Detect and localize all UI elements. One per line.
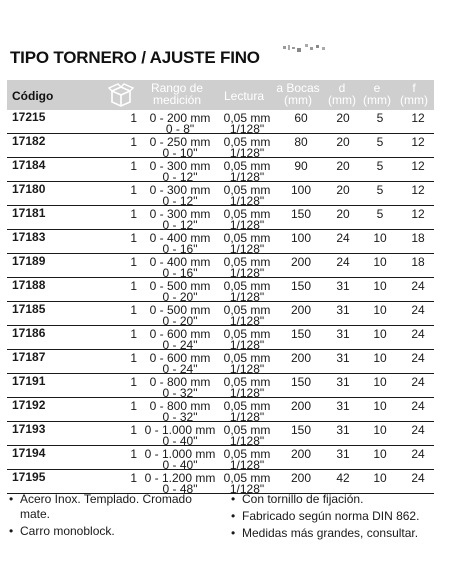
cell-f: 24 (411, 327, 425, 341)
cell-e: 10 (373, 279, 387, 293)
cell-e: 5 (376, 135, 384, 149)
cell-code: 17186 (12, 326, 46, 340)
table-row (7, 206, 434, 230)
table-row (7, 398, 434, 422)
cell-f: 24 (411, 351, 425, 365)
product-table (7, 80, 434, 494)
cell-code: 17188 (12, 278, 46, 292)
cell-qty: 1 (130, 351, 137, 365)
cell-qty: 1 (130, 159, 137, 173)
cell-qty: 1 (130, 255, 137, 269)
cell-d: 31 (336, 351, 350, 365)
cell-d: 20 (336, 159, 350, 173)
cell-d: 31 (336, 375, 350, 389)
note-text: Con tornillo de fijación. (242, 492, 364, 506)
cell-d: 20 (336, 111, 350, 125)
cell-lectura: 0,05 mm 1/128" (223, 279, 271, 304)
cell-f: 24 (411, 375, 425, 389)
table-row (7, 278, 434, 302)
cell-qty: 1 (130, 279, 137, 293)
cell-d: 31 (336, 303, 350, 317)
table-row (7, 470, 434, 494)
cell-e: 10 (373, 423, 387, 437)
cell-qty: 1 (130, 207, 137, 221)
cell-d: 24 (336, 255, 350, 269)
cell-lectura: 0,05 mm 1/128" (223, 135, 271, 160)
table-row (7, 254, 434, 278)
page-title: TIPO TORNERO / AJUSTE FINO (10, 48, 260, 67)
cell-e: 10 (373, 327, 387, 341)
cell-bocas: 90 (294, 159, 308, 173)
cell-lectura: 0,05 mm 1/128" (223, 303, 271, 328)
bullet-icon: • (231, 509, 236, 523)
cell-lectura: 0,05 mm 1/128" (223, 423, 271, 448)
cell-code: 17192 (12, 398, 46, 412)
cell-d: 20 (336, 207, 350, 221)
header-code: Código (12, 89, 54, 103)
cell-code: 17183 (12, 230, 46, 244)
header-e: e (mm) (363, 81, 391, 107)
cell-bocas: 200 (290, 303, 312, 317)
header-rango: Rango de medición (150, 81, 204, 107)
cell-lectura: 0,05 mm 1/128" (223, 351, 271, 376)
note-item (230, 492, 450, 507)
cell-e: 5 (376, 111, 384, 125)
cell-code: 17191 (12, 374, 46, 388)
cell-e: 10 (373, 255, 387, 269)
cell-qty: 1 (130, 135, 137, 149)
cell-f: 12 (411, 207, 425, 221)
cell-e: 10 (373, 303, 387, 317)
cell-e: 10 (373, 447, 387, 461)
cell-d: 20 (336, 135, 350, 149)
bullet-icon: • (231, 526, 236, 540)
cell-lectura: 0,05 mm 1/128" (223, 375, 271, 400)
cell-rango: 0 - 500 mm 0 - 20" (149, 303, 211, 328)
note-text: Carro monoblock. (20, 524, 115, 538)
cell-lectura: 0,05 mm 1/128" (223, 207, 271, 232)
notes-left (8, 492, 208, 541)
cell-rango: 0 - 400 mm 0 - 16" (149, 255, 211, 280)
table-body (7, 110, 434, 494)
cell-qty: 1 (130, 471, 137, 485)
bullet-icon: • (9, 524, 14, 538)
cell-bocas: 80 (294, 135, 308, 149)
bullet-icon: • (9, 492, 14, 506)
cell-f: 12 (411, 159, 425, 173)
table-row (7, 350, 434, 374)
cell-rango: 0 - 800 mm 0 - 32" (149, 375, 211, 400)
cell-e: 10 (373, 351, 387, 365)
cell-lectura: 0,05 mm 1/128" (223, 399, 271, 424)
header-lectura: Lectura (223, 89, 265, 103)
cell-qty: 1 (130, 375, 137, 389)
note-item (8, 524, 208, 539)
cell-f: 18 (411, 231, 425, 245)
cell-lectura: 0,05 mm 1/128" (223, 255, 271, 280)
cell-e: 5 (376, 207, 384, 221)
note-text: Fabricado según norma DIN 862. (242, 509, 420, 523)
cell-f: 12 (411, 111, 425, 125)
note-text: Medidas más grandes, consultar. (242, 526, 419, 540)
cell-qty: 1 (130, 303, 137, 317)
cell-bocas: 150 (290, 279, 312, 293)
cell-bocas: 60 (294, 111, 308, 125)
header-f: f (mm) (400, 81, 428, 107)
cell-code: 17194 (12, 446, 46, 460)
cell-lectura: 0,05 mm 1/128" (223, 231, 271, 256)
cell-qty: 1 (130, 111, 137, 125)
cell-f: 18 (411, 255, 425, 269)
table-row (7, 302, 434, 326)
table-row (7, 110, 434, 134)
cell-rango: 0 - 600 mm 0 - 24" (149, 327, 211, 352)
cell-code: 17189 (12, 254, 46, 268)
cell-code: 17215 (12, 110, 46, 124)
cell-f: 24 (411, 279, 425, 293)
bullet-icon: • (231, 492, 236, 506)
cell-code: 17180 (12, 182, 46, 196)
header-d: d (mm) (328, 81, 356, 107)
note-text: Acero Inox. Templado. Cromado mate. (20, 492, 192, 521)
cell-e: 5 (376, 159, 384, 173)
cell-f: 24 (411, 471, 425, 485)
cell-rango: 0 - 800 mm 0 - 32" (149, 399, 211, 424)
cell-f: 24 (411, 423, 425, 437)
cell-rango: 0 - 300 mm 0 - 12" (149, 207, 211, 232)
cell-rango: 0 - 600 mm 0 - 24" (149, 351, 211, 376)
cell-qty: 1 (130, 231, 137, 245)
cell-lectura: 0,05 mm 1/128" (223, 111, 271, 136)
cell-bocas: 150 (290, 327, 312, 341)
cell-f: 24 (411, 399, 425, 413)
cell-bocas: 200 (290, 399, 312, 413)
cell-bocas: 200 (290, 351, 312, 365)
cell-bocas: 200 (290, 471, 312, 485)
header-bocas: a Bocas (mm) (276, 81, 320, 107)
cell-lectura: 0,05 mm 1/128" (223, 159, 271, 184)
notes-right (230, 492, 450, 543)
cell-rango: 0 - 1.200 mm 0 - 48" (144, 471, 216, 496)
cell-bocas: 100 (290, 183, 312, 197)
cell-rango: 0 - 400 mm 0 - 16" (149, 231, 211, 256)
cell-qty: 1 (130, 423, 137, 437)
note-item (230, 526, 450, 541)
cell-d: 31 (336, 423, 350, 437)
cell-qty: 1 (130, 183, 137, 197)
table-header (7, 80, 434, 110)
cell-e: 10 (373, 471, 387, 485)
cell-bocas: 200 (290, 255, 312, 269)
cell-bocas: 150 (290, 375, 312, 389)
cell-e: 5 (376, 183, 384, 197)
table-row (7, 374, 434, 398)
cell-rango: 0 - 500 mm 0 - 20" (149, 279, 211, 304)
cell-rango: 0 - 1.000 mm 0 - 40" (144, 423, 216, 448)
cell-lectura: 0,05 mm 1/128" (223, 327, 271, 352)
cell-e: 10 (373, 231, 387, 245)
cell-rango: 0 - 1.000 mm 0 - 40" (144, 447, 216, 472)
cell-rango: 0 - 300 mm 0 - 12" (149, 183, 211, 208)
cell-code: 17181 (12, 206, 46, 220)
cell-code: 17185 (12, 302, 46, 316)
cell-d: 31 (336, 399, 350, 413)
cell-f: 24 (411, 447, 425, 461)
note-item (8, 492, 208, 522)
box-icon (108, 82, 134, 108)
cell-d: 24 (336, 231, 350, 245)
table-row (7, 134, 434, 158)
cell-bocas: 150 (290, 423, 312, 437)
cell-e: 10 (373, 399, 387, 413)
cell-code: 17184 (12, 158, 46, 172)
cell-d: 31 (336, 447, 350, 461)
cell-bocas: 100 (290, 231, 312, 245)
cell-f: 12 (411, 183, 425, 197)
table-row (7, 446, 434, 470)
cell-bocas: 150 (290, 207, 312, 221)
table-row (7, 230, 434, 254)
cell-code: 17182 (12, 134, 46, 148)
logo-icons (283, 42, 329, 56)
cell-qty: 1 (130, 399, 137, 413)
cell-qty: 1 (130, 327, 137, 341)
cell-d: 42 (336, 471, 350, 485)
cell-lectura: 0,05 mm 1/128" (223, 183, 271, 208)
table-row (7, 422, 434, 446)
cell-d: 20 (336, 183, 350, 197)
cell-lectura: 0,05 mm 1/128" (223, 447, 271, 472)
cell-code: 17187 (12, 350, 46, 364)
cell-rango: 0 - 250 mm 0 - 10" (149, 135, 211, 160)
cell-e: 10 (373, 375, 387, 389)
cell-d: 31 (336, 279, 350, 293)
cell-rango: 0 - 200 mm 0 - 8" (149, 111, 211, 136)
cell-f: 12 (411, 135, 425, 149)
cell-bocas: 200 (290, 447, 312, 461)
cell-d: 31 (336, 327, 350, 341)
cell-code: 17195 (12, 470, 46, 484)
table-row (7, 158, 434, 182)
table-row (7, 182, 434, 206)
table-row (7, 326, 434, 350)
cell-rango: 0 - 300 mm 0 - 12" (149, 159, 211, 184)
cell-code: 17193 (12, 422, 46, 436)
cell-qty: 1 (130, 447, 137, 461)
cell-f: 24 (411, 303, 425, 317)
cell-lectura: 0,05 mm 1/128" (223, 471, 271, 496)
note-item (230, 509, 450, 524)
